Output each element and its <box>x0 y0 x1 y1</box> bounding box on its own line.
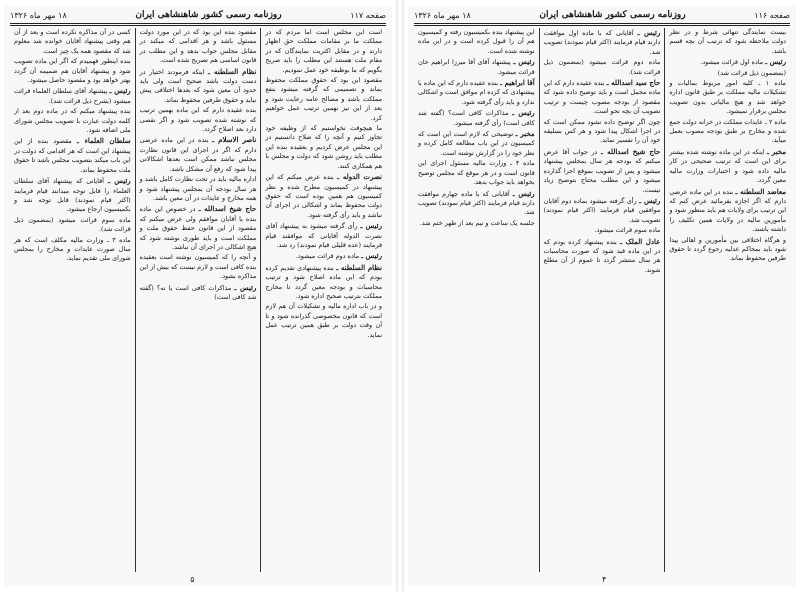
paragraph-text: بنده پیشنهاد میکنم که در ماده دوم بعد از کلمه دولت عبارت با تصویب مجلس شورای ملی اضافه شود. <box>13 107 131 135</box>
minutes-paragraph <box>418 57 535 77</box>
speaker-name: حاج سید اسدالله ـ <box>606 78 661 88</box>
minutes-paragraph <box>669 147 786 186</box>
paragraph-text: ماده دوم قرائت میشود. <box>295 252 360 261</box>
newspaper-title: روزنامه رسمی کشور شاهنشاهی ایران <box>135 10 282 20</box>
paragraph-text: اینکه فرمودند اختیار در دست دولت باشد صحیح است ولی باید حدود آن معین شود که بعدها اختلافی پیش نیاید و حقوق طرفین محفوظ بماند. <box>139 67 257 104</box>
speaker-name: رئیس ـ <box>361 251 382 261</box>
paragraph-text: آقایانی که با ماده اول موافقت دارند قیام فرمایند (اکثر قیام نمودند) تصویب شد. <box>543 29 661 56</box>
speaker-name: رئیس ـ <box>234 282 257 292</box>
minutes-paragraph <box>14 28 131 56</box>
speaker-name: مخبر ـ <box>766 146 786 156</box>
minutes-paragraph <box>265 221 382 250</box>
speaker-name: نظام السلطنه ـ <box>208 66 257 76</box>
paragraph-text: رأی گرفته میشود به پیشنهاد آقای نصرت الدوله آقایانی که موافقند قیام فرمایند (عده قلیلی قیام نمودند) رد شد. <box>265 222 382 249</box>
column-divider <box>135 28 136 572</box>
speaker-name: رئیس ـ <box>637 28 661 37</box>
minutes-paragraph <box>14 216 131 235</box>
minutes-paragraph <box>418 28 535 56</box>
minutes-paragraph <box>14 107 131 135</box>
paragraph-text: ماده سوم قرائت میشود (بمضمون ذیل قرائت شد). <box>13 215 131 234</box>
minutes-paragraph <box>669 69 786 78</box>
paragraph-text: بنده پیشنهاد کرده بودم که در این ماده قید شود که صورت محاسبات هر سال منتشر گردد تا عموم از آن مطلع شوند. <box>543 237 661 274</box>
minutes-paragraph <box>140 253 257 281</box>
paragraph-text: بنده در این ماده عرضی دارم که اگر اجازه بفرمائید عرض کنم که این ترتیب برای ولایات هم باید منظور شود و مأمورین مالیه در ولایات همین تکلیف را داشته باشند. <box>669 187 786 234</box>
column-divider <box>260 28 261 572</box>
paragraph-text: ماده ۴ ـ وزارت مالیه مسئول اجرای این قانون است و در هر موقع که مجلس توضیح بخواهد باید جواب بدهد. <box>417 159 535 187</box>
page-number: صفحه ۱۱۷ <box>350 10 386 20</box>
issue-date: ۱۸ مهر ماه ۱۳۲۶ <box>10 10 67 20</box>
minutes-paragraph <box>418 189 535 218</box>
paragraph-text: و آنچه را که کمیسیون نوشته است بعقیده بنده کافی است و لازم نیست که بیش از این مذاکره بشود. <box>139 253 257 281</box>
paragraph-text: بنده عرض میکنم که این پیشنهاد در کمیسیون مطرح شده و نظر کمیسیون هم همین بوده است که حقوق دولت محفوظ بماند و اشکالی در اجرای آن نباشد و باید رأی گرفته شود. <box>265 173 382 219</box>
minutes-paragraph <box>140 28 257 66</box>
right-page <box>408 6 796 586</box>
minutes-paragraph <box>544 237 661 276</box>
paragraph-text: مقصود بنده این بود که در این مورد دولت مسئول باشد و هر اقدامی که میکند در مقابل مجلس جواب بدهد و این مطلب در قانون اساسی هم تصریح شده است. <box>139 28 257 65</box>
speaker-name: رئیس ـ <box>512 108 535 118</box>
paragraph-text: پیشنهاد آقای آقا میرزا ابراهیم خان قرائت میشود. <box>417 58 535 76</box>
minutes-paragraph <box>14 176 131 215</box>
minutes-paragraph <box>14 136 131 175</box>
minutes-paragraph <box>669 236 786 264</box>
minutes-paragraph <box>265 251 382 261</box>
text-column <box>665 28 790 572</box>
minutes-paragraph <box>544 78 661 117</box>
speaker-name: رئیس ـ <box>360 221 382 231</box>
header-rule <box>414 25 790 26</box>
page-number: صفحه ۱۱۶ <box>754 10 790 20</box>
speaker-name: رئیس ـ <box>512 188 535 198</box>
minutes-paragraph <box>418 129 535 158</box>
minutes-paragraph <box>669 118 786 146</box>
speaker-name: رئیس ـ <box>107 176 131 186</box>
paragraph-text: در جواب آقا عرض میکنم که بودجه هر سال بمجلس پیشنهاد میشود و پس از تصویب بموقع اجرا گذارده میشود و این مطلب محتاج بتوضیح زیاد نیست. <box>543 147 661 194</box>
folio-number: ۵ <box>190 575 195 584</box>
paragraph-text: آقایانی که با ماده چهارم موافقت دارند قیام فرمایند (اکثر قیام نمودند) تصویب شد. <box>417 189 535 217</box>
minutes-paragraph <box>140 67 257 106</box>
speaker-name: نظام السلطنه ـ <box>336 262 382 272</box>
right-page-header <box>414 8 790 22</box>
paragraph-text: بنده عقیده دارم که این ماده مجمل است و باید توضیح داده شود که مقصود از بودجه مصوب چیست و ترتیب تصویب آن بچه نحو است. <box>543 79 661 116</box>
minutes-paragraph <box>544 58 661 77</box>
left-page <box>4 6 392 586</box>
speaker-name: سلطان العلماء ـ <box>76 136 131 146</box>
speaker-name: رئیس ـ <box>513 57 535 67</box>
paragraph-text: مذاکرات کافی است؟ (گفته شد کافی است) رأی گرفته میشود. <box>417 109 535 127</box>
paragraph-text: ماده ۱ ـ کلیه امور مربوط بمالیات و تشکیلات مالیه مملکت بر طبق قانون اداره خواهد شد و هیچ مالیاتی بدون تصویب مجلس برقرار نمیشود. <box>669 79 786 116</box>
speaker-name: معاضد السلطنه ـ <box>735 186 786 196</box>
minutes-paragraph <box>265 124 382 171</box>
column-divider <box>539 28 540 572</box>
paragraph-text: مقصود بنده از این پیشنهاد این است که هر اقدامی که دولت در این باب میکند بتصویب مجلس باشد تا حقوق ملت محفوظ بماند. <box>13 137 131 174</box>
minutes-paragraph <box>140 175 257 203</box>
minutes-paragraph <box>14 86 131 106</box>
minutes-paragraph <box>265 76 382 123</box>
minutes-paragraph <box>418 108 535 128</box>
speaker-name: حاج شیخ اسدالله ـ <box>198 204 257 214</box>
paragraph-text: بنده پیشنهادی تقدیم کرده بودم که این ماده اصلاح شود و ترتیب محاسبات و بودجه معین گردد تا مخارج مملکت بترتیب صحیح اداره شود. <box>265 263 382 300</box>
paragraph-text: بنده عقیده دارم که این ماده با پیشنهادی که کرده ام موافق است و اشکالی ندارد و باید رأی گرفته شود. <box>417 79 535 106</box>
paragraph-text: ماده ۲ ـ عایدات مملکت در خزانه دولت جمع شده و مخارج بر طبق بودجه مصوب بعمل میآید. <box>669 117 786 145</box>
paragraph-text: (بمضمون ذیل قرائت شد) <box>717 68 786 77</box>
paragraph-text: بنده اینطور فهمیدم که اگر این ماده تصویب شود و پیشنهاد آقایان هم ضمیمه آن گردد بهتر خواهد بود و مقصود حاصل میشود. <box>13 57 131 85</box>
minutes-paragraph <box>544 147 661 195</box>
minutes-paragraph <box>544 226 661 235</box>
minutes-paragraph <box>265 302 382 340</box>
newspaper-title: روزنامه رسمی کشور شاهنشاهی ایران <box>539 10 686 20</box>
paragraph-text: و در باب اداره مالیه و تشکیلات آن هم لازم است که قانون مخصوصی گذرانده شود و تا آن وقت دولت بر طبق همین ترتیب عمل نماید. <box>265 302 382 339</box>
speaker-name: رئیس ـ <box>639 195 661 205</box>
paragraph-text: ماده دوم قرائت میشود (بمضمون ذیل قرائت شد). <box>543 58 661 76</box>
header-rule <box>10 23 386 24</box>
paragraph-text: توضیحی که لازم است این است که کمیسیون در این باب مطالعه کامل کرده و نظر خود را در گزارش نوشته است. <box>417 130 535 157</box>
speaker-name: آقا ابراهیم ـ <box>500 78 535 88</box>
minutes-paragraph <box>669 79 786 117</box>
paragraph-text: ماده سوم قرائت میشود. <box>594 226 661 235</box>
text-column <box>136 28 261 572</box>
text-column <box>10 28 135 572</box>
folio-number: ۴ <box>602 575 607 584</box>
minutes-paragraph <box>140 283 257 303</box>
minutes-paragraph <box>140 106 257 134</box>
minutes-paragraph <box>418 219 535 228</box>
speaker-name: مخبر ـ <box>515 129 535 139</box>
minutes-paragraph <box>140 135 257 174</box>
page-gutter <box>396 0 404 591</box>
speaker-name: ناصر الاسلام ـ <box>212 135 257 145</box>
paragraph-text: بیست نمایندگی تنهائی شرط و در نظر دولت ملاحظه شود که ترتیب آن بچه قسم باشد. <box>669 28 786 55</box>
header-rule <box>414 23 790 24</box>
minutes-paragraph <box>544 118 661 146</box>
speaker-name: رئیس ـ <box>109 86 131 96</box>
text-column <box>540 28 665 572</box>
minutes-paragraph <box>418 78 535 107</box>
paragraph-text: رأی گرفته میشود بماده دوم آقایان موافقین قیام فرمایند (اکثر قیام نمودند) تصویب شد. <box>543 196 661 224</box>
speaker-name: رئیس ـ <box>765 57 786 67</box>
paragraph-text: و هرگاه اختلافی بین مأمورین و اهالی پیدا شود باید بمحاکم عدلیه رجوع گردد تا حقوق طرفین محفوظ بماند. <box>669 235 786 263</box>
issue-date: ۱۸ مهر ماه ۱۳۲۶ <box>414 10 471 20</box>
paragraph-text: اینکه در این ماده نوشته شده بیشتر برای این است که ترتیب صحیحی در کار مالیه داده شود و اختیارات وزارت مالیه معین گردد. <box>669 147 786 185</box>
minutes-paragraph <box>669 57 786 67</box>
speaker-name: نصرت الدوله ـ <box>337 172 382 182</box>
speaker-name: عادل الملک ـ <box>619 236 661 246</box>
paragraph-text: ماده اول قرائت میشود. <box>700 58 764 67</box>
paragraph-text: بنده در این ماده عرضی دارم که اگر در اجرای این قانون نظارت مجلس نباشد ممکن است بعدها اشکالاتی پیدا شود که رفع آن مشکل باشد. <box>139 136 257 173</box>
header-rule <box>10 25 386 26</box>
minutes-paragraph <box>544 28 661 57</box>
speaker-name: حاج شیخ اسدالله ـ <box>601 146 661 156</box>
paragraph-text: چون اگر توضیح داده نشود ممکن است که در اجرا اشکال پیدا شود و هر کس بسلیقه خود آن را تفسیر نماید. <box>543 117 661 145</box>
minutes-paragraph <box>418 159 535 187</box>
text-column <box>414 28 539 572</box>
minutes-paragraph <box>140 204 257 252</box>
paragraph-text: ماده ۳ ـ وزارت مالیه مکلف است که هر سال صورت عایدات و مخارج را بمجلس شورای ملی تقدیم نماید. <box>13 235 131 263</box>
paragraph-text: این پیشنهاد بنده بکمیسیون رفته و کمیسیون هم آن را قبول کرده است و در این ماده نوشته شده است. <box>417 28 535 55</box>
left-page-columns <box>10 28 386 572</box>
paragraph-text: جلسه یک ساعت و نیم بعد از ظهر ختم شد. <box>419 218 535 227</box>
minutes-paragraph <box>265 28 382 75</box>
paragraph-text: مقصود این بود که حقوق مملکت محفوظ بماند و تصمیمی که گرفته میشود بنفع مملکت باشد و مصالح عامه رعایت شود و بعد از این نیز بهمین ترتیب عمل خواهیم کرد. <box>265 76 382 122</box>
minutes-paragraph <box>14 236 131 264</box>
left-page-header <box>10 8 386 22</box>
paragraph-text: در خصوص این ماده بنده با آقایان موافقم ولی عرض میکنم که مقصود از این قانون حفظ حقوق ملت و مملکت است و باید طوری نوشته شود که هیچ اشکالی در اجرای آن نباشد. <box>139 205 257 251</box>
paragraph-text: کسی در آن مذاکره نکرده است و بعد از آن هم وقتی پیشنهاد آقایان خوانده شد معلوم شد که مقصود همه یک چیز است. <box>13 28 131 55</box>
minutes-paragraph <box>14 57 131 85</box>
paragraph-text: ما هیچوقت نخواستیم که از وظیفه خود تجاوز کنیم و آنچه را که صلاح دانستیم در این مجلس عرض کردیم و بعقیده بنده این مطلب باید روشن شود که دولت و مجلس با هم همکاری کنند. <box>265 124 382 170</box>
text-column <box>261 28 386 572</box>
paragraph-text: آقایانی که پیشنهاد آقای سلطان العلماء را قابل توجه میدانند قیام فرمایند (اکثر قیام نمودند) قابل توجه شد و بکمیسیون ارجاع میشود. <box>13 177 131 214</box>
minutes-paragraph <box>265 263 382 302</box>
paragraph-text: است این مجلس است اما مردم که در مملکت ما بر مقامات مملکت حق اظهار دارند و در مقابل اکثریت نمایندگان که در مقام ملت هستند این مطلب را باید صریح بگویم که ما بوظیفه خود عمل نمودیم. <box>265 28 382 74</box>
paragraph-text: مذاکرات کافی است یا نه؟ (گفته شد کافی است) <box>139 283 257 301</box>
right-page-columns <box>414 28 790 572</box>
paragraph-text: بنده عقیده دارم که این ماده بهمین ترتیب که نوشته شده تصویب شود و اگر نقصی دارد بعد اصلاح گردد. <box>139 106 257 134</box>
column-divider <box>664 28 665 572</box>
paragraph-text: پیشنهاد آقای سلطان العلماء قرائت میشود (بشرح ذیل قرائت شد). <box>13 87 131 105</box>
minutes-paragraph <box>669 28 786 56</box>
minutes-paragraph <box>265 172 382 220</box>
minutes-paragraph <box>544 196 661 225</box>
paragraph-text: اداره مالیه باید در تحت نظارت کامل باشد و هر سال بودجه آن بمجلس پیشنهاد شود و همه مخارج و عایدات در آن معین باشد. <box>139 175 257 202</box>
minutes-paragraph <box>669 187 786 235</box>
